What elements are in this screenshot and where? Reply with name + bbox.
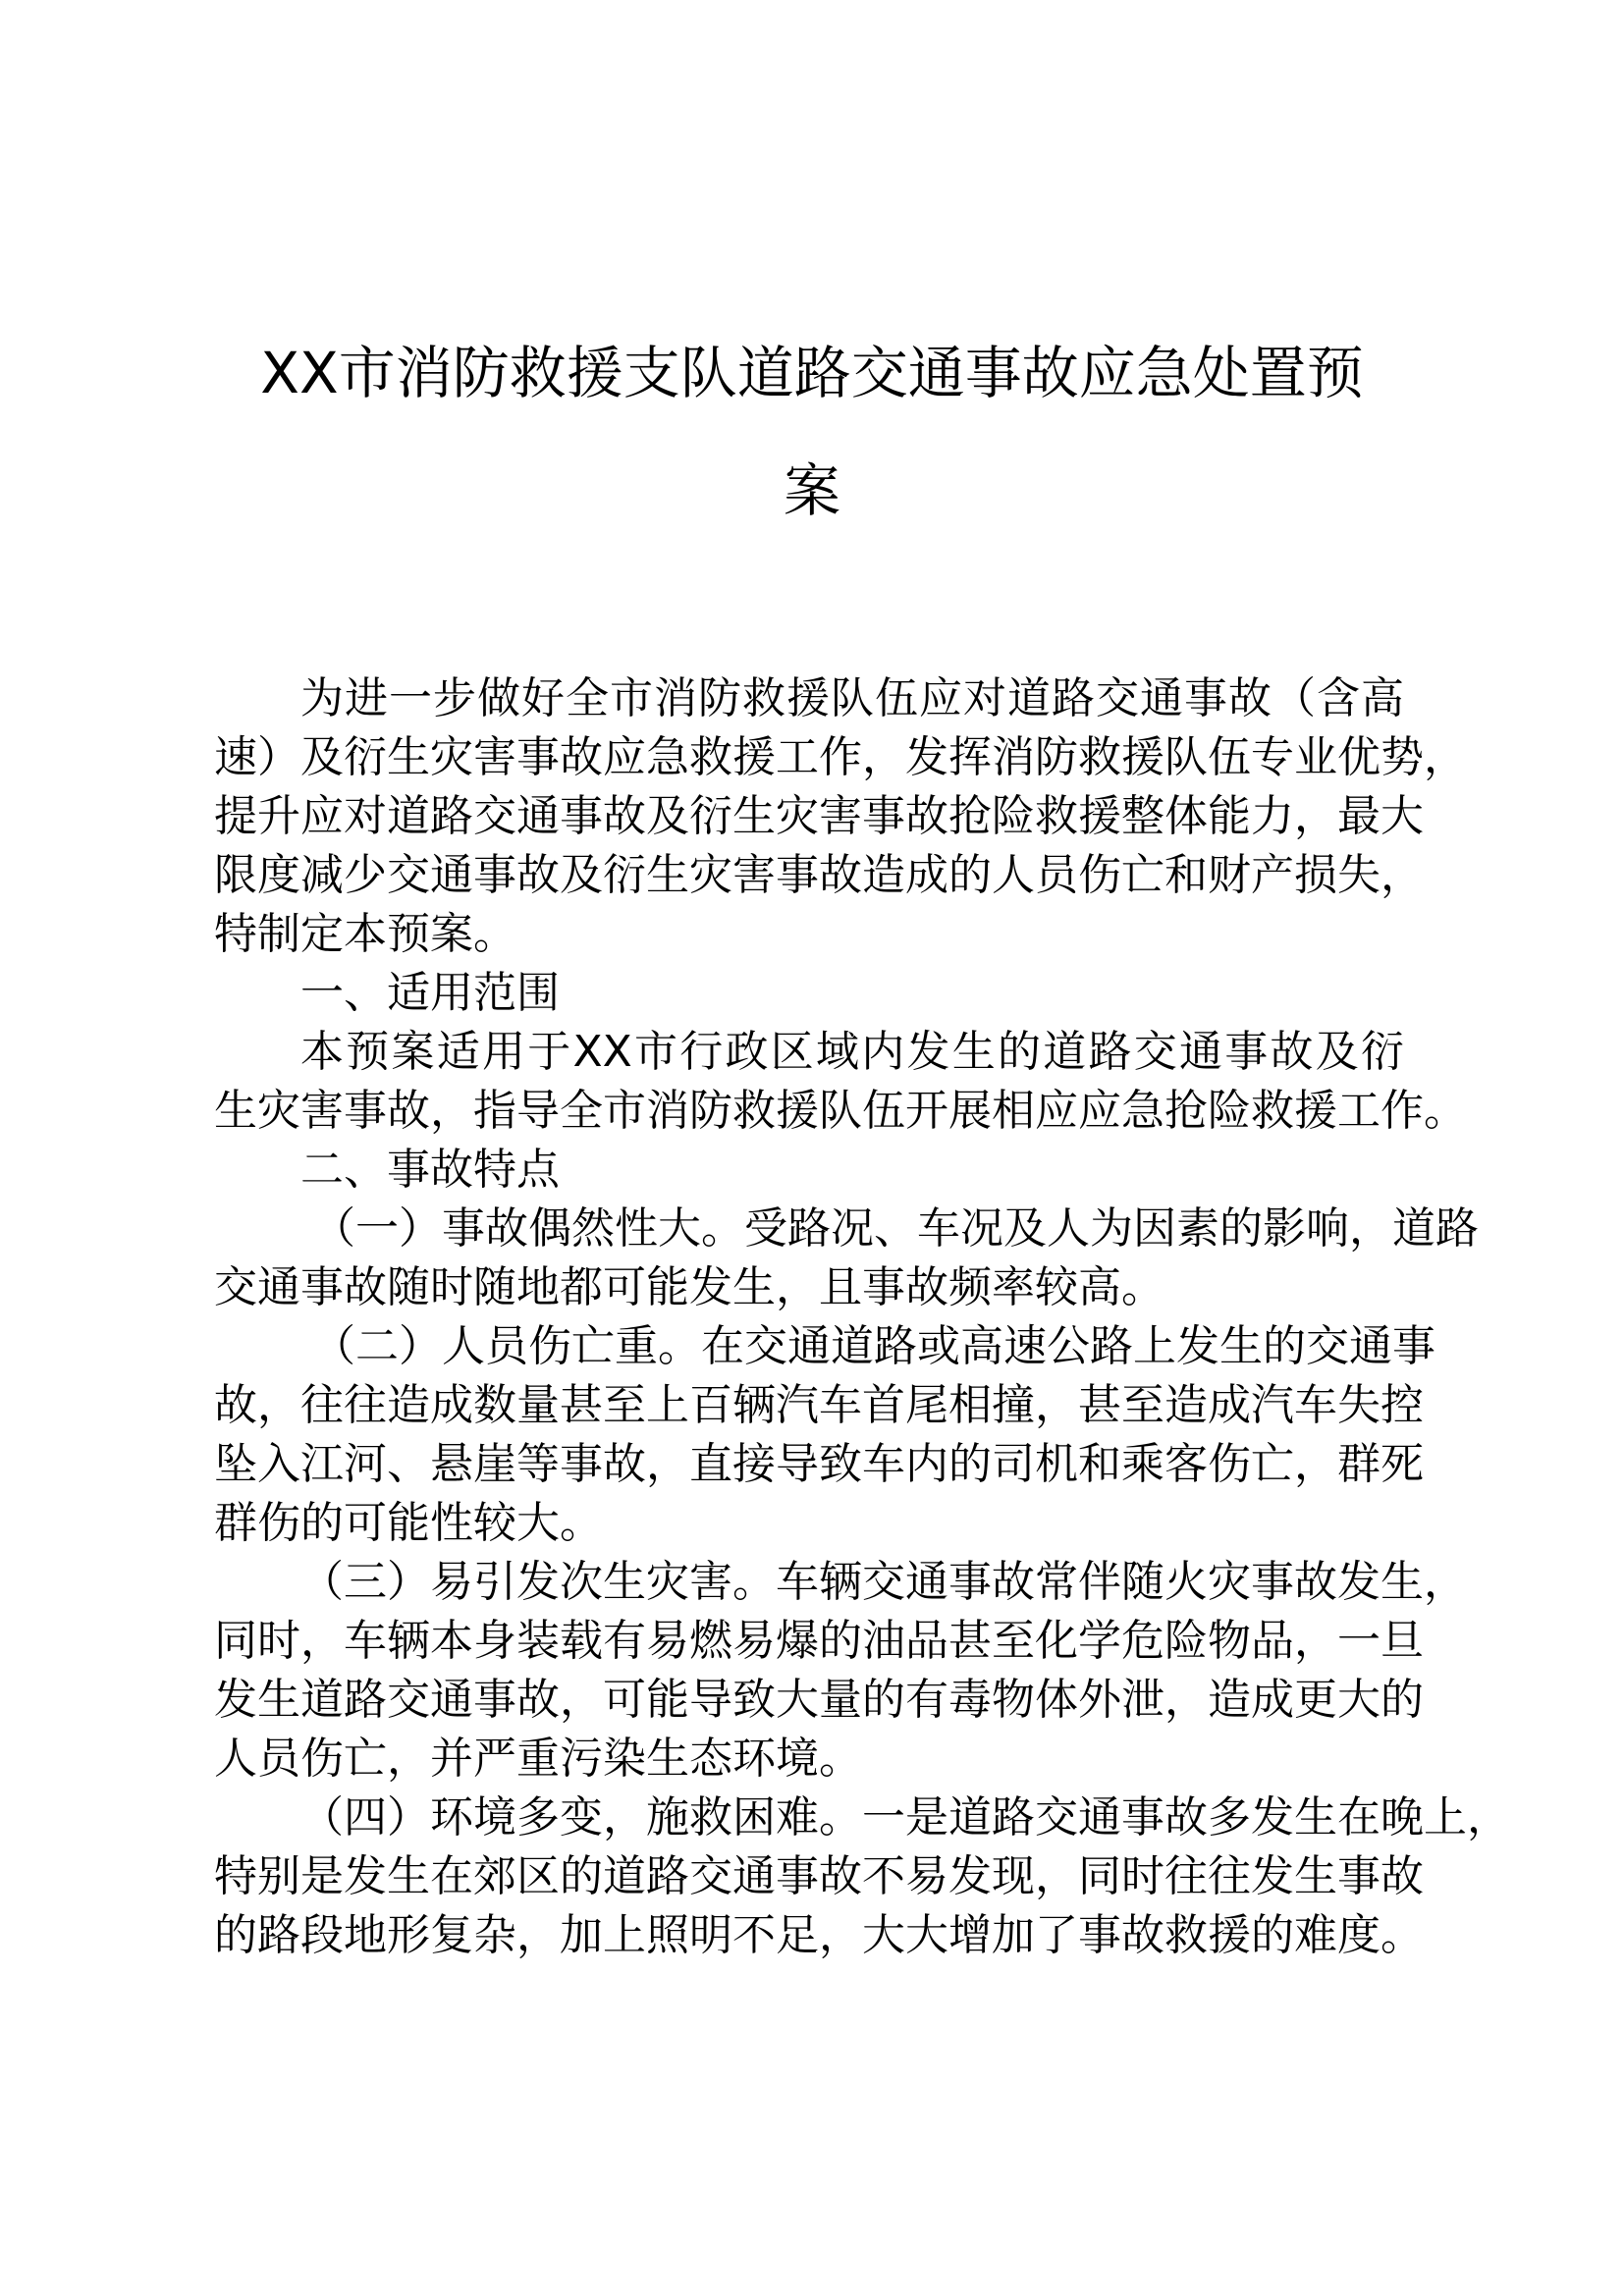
paragraph-feature-2-line: 坠入江河、悬崖等事故，直接导致车内的司机和乘客伤亡，群死 [214, 1439, 1424, 1489]
paragraph-feature-2-line: （二）人员伤亡重。在交通道路或高速公路上发生的交通事 [312, 1321, 1435, 1371]
paragraph-feature-3-line: 同时，车辆本身装载有易燃易爆的油品甚至化学危险物品，一旦 [214, 1616, 1424, 1666]
section-heading-scope: 一、适用范围 [300, 968, 560, 1018]
paragraph-feature-2-line: 故，往往造成数量甚至上百辆汽车首尾相撞，甚至造成汽车失控 [214, 1380, 1424, 1430]
paragraph-intro-line: 特制定本预案。 [214, 909, 516, 959]
paragraph-feature-4-line: 特别是发生在郊区的道路交通事故不易发现，同时往往发生事故 [214, 1851, 1424, 1901]
paragraph-feature-3-line: 发生道路交通事故，可能导致大量的有毒物体外泄，造成更大的 [214, 1675, 1424, 1725]
paragraph-feature-1-line: （一）事故偶然性大。受路况、车况及人为因素的影响，道路 [312, 1203, 1479, 1254]
paragraph-scope-line: 生灾害事故，指导全市消防救援队伍开展相应应急抢险救援工作。 [214, 1086, 1467, 1136]
paragraph-scope-line: 本预案适用于XX市行政区域内发生的道路交通事故及衍 [300, 1027, 1404, 1077]
paragraph-feature-3-line: 人员伤亡，并严重污染生态环境。 [214, 1734, 862, 1784]
section-heading-features: 二、事故特点 [300, 1145, 560, 1195]
paragraph-feature-1-line: 交通事故随时随地都可能发生，且事故频率较高。 [214, 1262, 1164, 1312]
paragraph-feature-4-line: 的路段地形复杂，加上照明不足，大大增加了事故救援的难度。 [214, 1910, 1424, 1960]
paragraph-intro-line: 为进一步做好全市消防救援队伍应对道路交通事故（含高 [300, 673, 1404, 723]
paragraph-feature-3-line: （三）易引发次生灾害。车辆交通事故常伴随火灾事故发生， [300, 1557, 1467, 1607]
paragraph-intro-line: 限度减少交通事故及衍生灾害事故造成的人员伤亡和财产损失， [214, 850, 1424, 900]
paragraph-intro-line: 速）及衍生灾害事故应急救援工作，发挥消防救援队伍专业优势， [214, 732, 1467, 782]
paragraph-feature-2-line: 群伤的可能性较大。 [214, 1498, 603, 1548]
document-title-continued: 案 [783, 457, 840, 524]
paragraph-intro-line: 提升应对道路交通事故及衍生灾害事故抢险救援整体能力，最大 [214, 791, 1424, 841]
paragraph-feature-4-line: （四）环境多变，施救困难。一是道路交通事故多发生在晚上， [300, 1792, 1510, 1842]
document-title: XX市消防救援支队道路交通事故应急处置预 [260, 340, 1364, 406]
